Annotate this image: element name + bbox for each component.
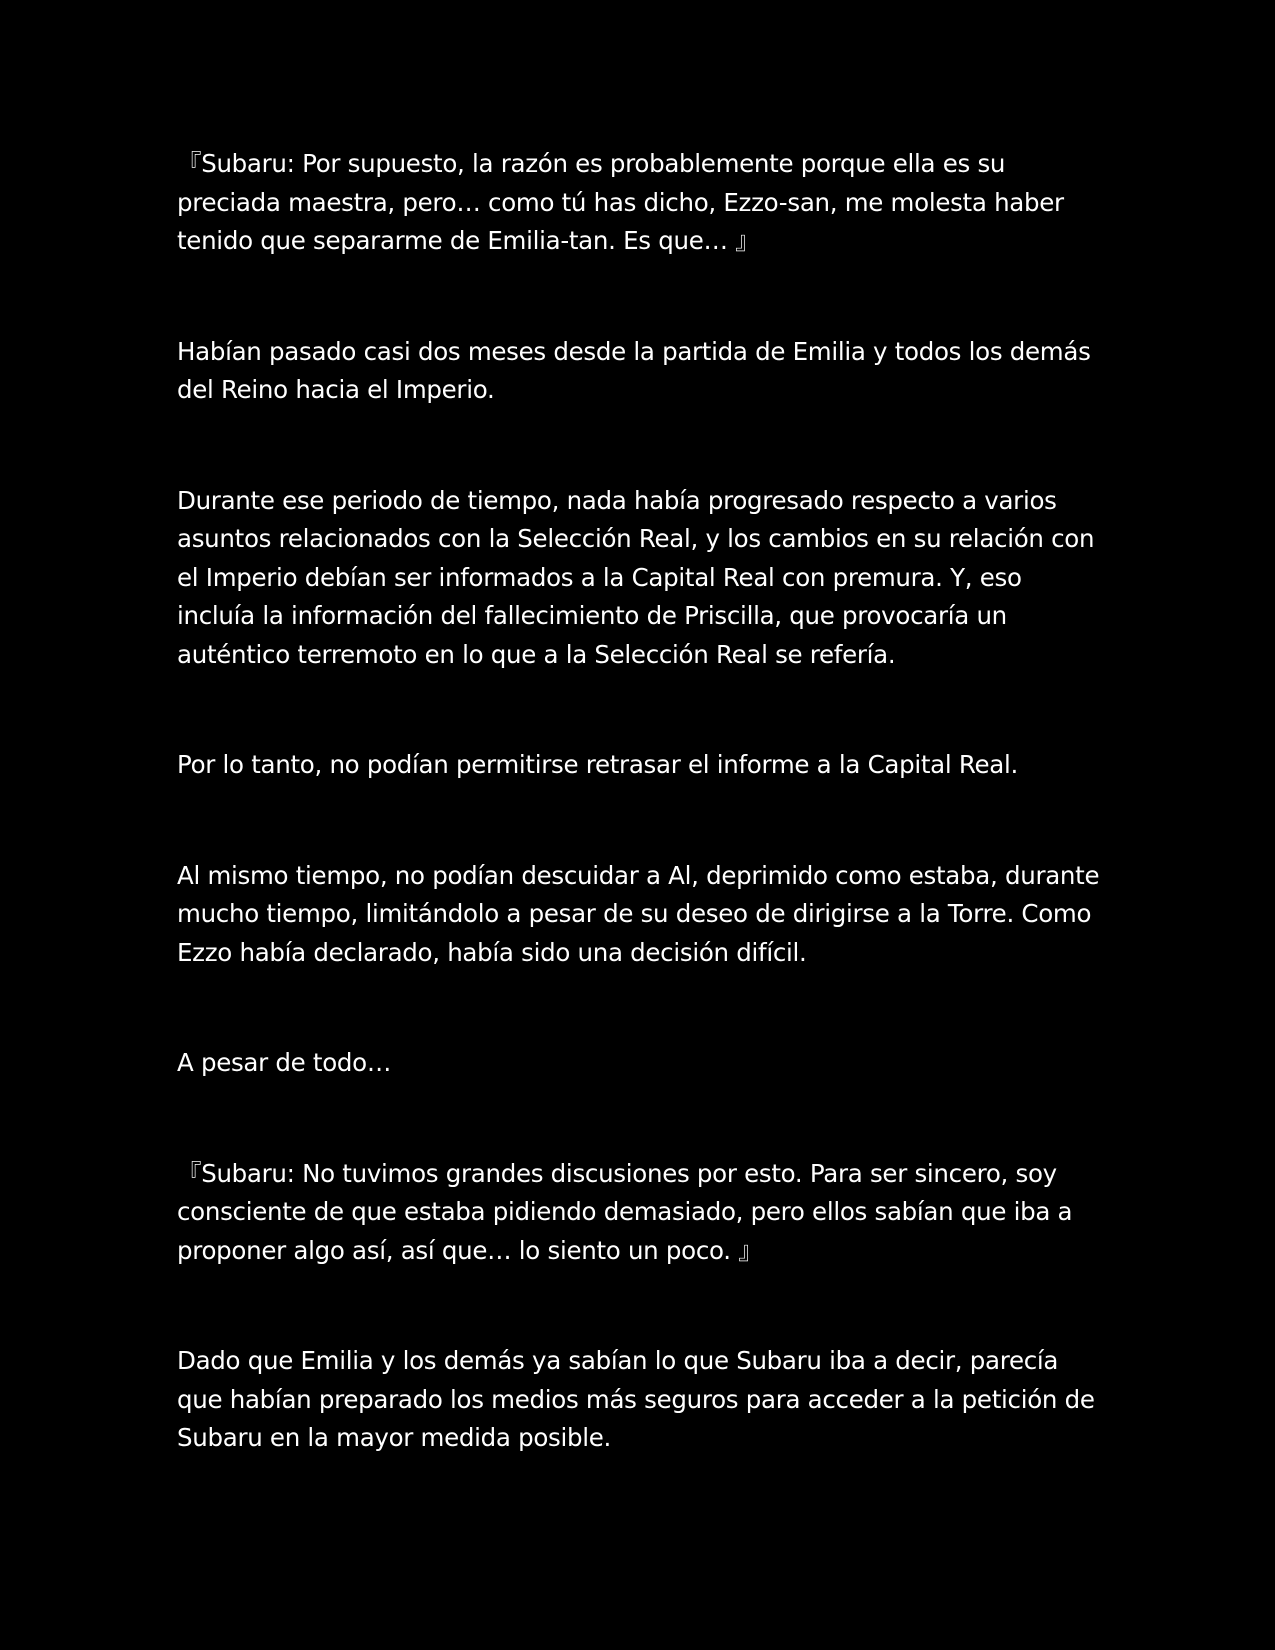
narration-paragraph-2: Durante ese periodo de tiempo, nada había progresado respecto a varios asuntos relacionados con la Selección Real, y los cambios en su relación con el Imperio debían ser informados a la Capital Real con premura. Y, eso incluía la información del fallecimiento de Priscilla, que provocaría un auténtico terremoto en lo que a la Selección Real se refería. <box>177 485 1095 669</box>
narration-paragraph-1: Habían pasado casi dos meses desde la partida de Emilia y todos los demás del Reino hacia el Imperio. <box>177 336 1091 404</box>
dialogue-paragraph-subaru-2: 『Subaru: No tuvimos grandes discusiones por esto. Para ser sincero, soy consciente de que estaba pidiendo demasiado, pero ellos sabían que iba a proponer algo así, así que… lo siento un poco. 』 <box>177 1158 1073 1265</box>
narration-paragraph-6: Dado que Emilia y los demás ya sabían lo que Subaru iba a decir, parecía que habían preparado los medios más seguros para acceder a la petición de Subaru en la mayor medida posible. <box>177 1346 1095 1452</box>
narration-paragraph-5: A pesar de todo… <box>177 1048 392 1077</box>
document-body <box>177 145 1107 1530</box>
narration-paragraph-4: Al mismo tiempo, no podían descuidar a Al, deprimido como estaba, durante mucho tiempo, limitándolo a pesar de su deseo de dirigirse a la Torre. Como Ezzo había declarado, había sido una decisión difícil. <box>177 860 1100 967</box>
narration-paragraph-3: Por lo tanto, no podían permitirse retrasar el informe a la Capital Real. <box>177 750 1018 779</box>
dialogue-paragraph-subaru-1: 『Subaru: Por supuesto, la razón es probablemente porque ella es su preciada maestra, pero… como tú has dicho, Ezzo-san, me molesta haber tenido que separarme de Emilia-tan. Es que… 』 <box>177 149 1064 255</box>
